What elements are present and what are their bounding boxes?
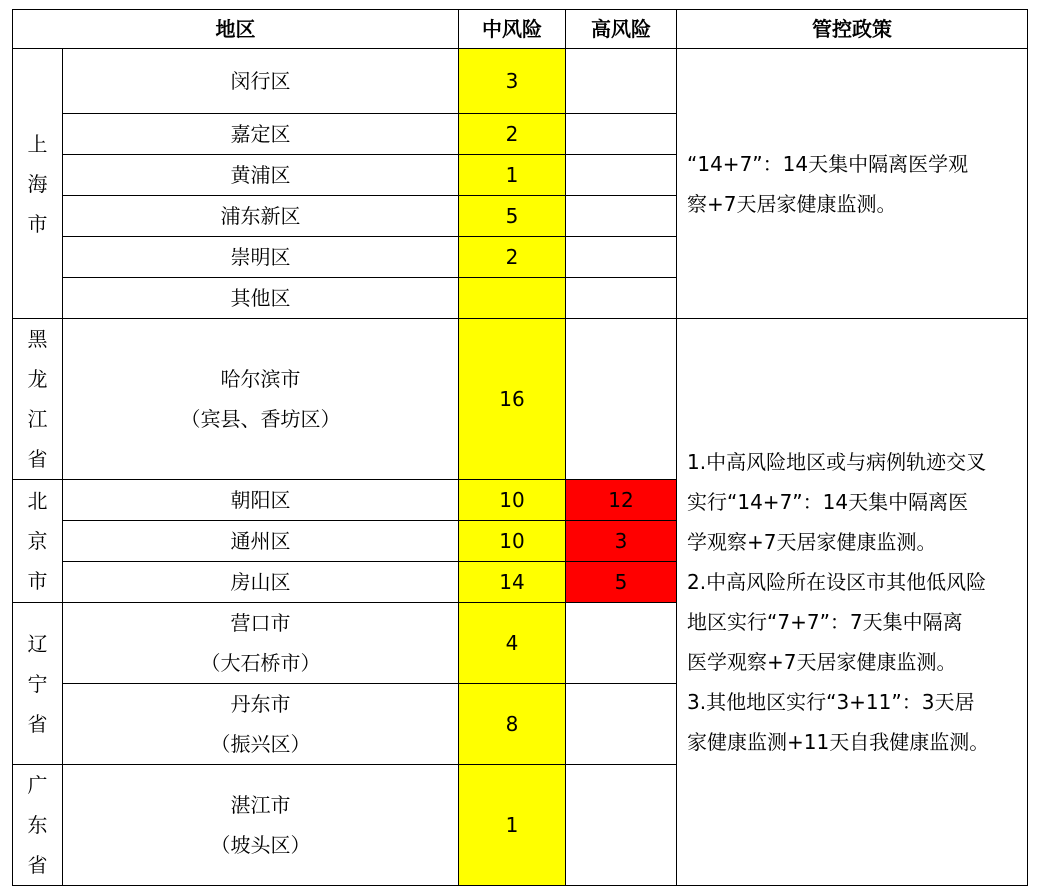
- high-risk-count: [566, 278, 677, 319]
- medium-risk-count: 8: [459, 684, 566, 765]
- policy-shanghai: “14+7”：14天集中隔离医学观 察+7天居家健康监测。: [677, 49, 1028, 319]
- district-subareas: （坡头区）: [210, 833, 311, 857]
- policy-others: 1.中高风险地区或与病例轨迹交叉 实行“14+7”：14天集中隔离医 学观察+7天居家健康监测。 2.中高风险所在设区市其他低风险 地区实行“7+7”：7天集中隔离 医学观察+7天居家健康监测。 3.其他地区实行“3+11”：3天居 家健康监测+11天自我健康监测。: [677, 319, 1028, 886]
- high-risk-count: [566, 114, 677, 155]
- medium-risk-count: 3: [459, 49, 566, 114]
- district-name: 哈尔滨市: [220, 367, 301, 391]
- district-subareas: （振兴区）: [210, 732, 311, 756]
- medium-risk-count: 1: [459, 765, 566, 886]
- high-risk-count: [566, 196, 677, 237]
- district-cell: [63, 603, 459, 684]
- high-risk-count: [566, 155, 677, 196]
- province-shanghai: 上 海 市: [13, 49, 63, 319]
- district-cell: 崇明区: [63, 237, 459, 278]
- district-cell: [63, 319, 459, 480]
- medium-risk-count: 10: [459, 480, 566, 521]
- medium-risk-count: 14: [459, 562, 566, 603]
- medium-risk-count: 1: [459, 155, 566, 196]
- risk-table: [12, 9, 1028, 886]
- table-row: [13, 49, 1028, 114]
- high-risk-count: [566, 237, 677, 278]
- medium-risk-count: 4: [459, 603, 566, 684]
- header-medium-risk: 中风险: [459, 10, 566, 49]
- table-row: [13, 319, 1028, 480]
- district-cell: [63, 684, 459, 765]
- district-name: 湛江市: [230, 793, 291, 817]
- district-cell: [63, 765, 459, 886]
- high-risk-count: 5: [566, 562, 677, 603]
- header-policy: 管控政策: [677, 10, 1028, 49]
- high-risk-count: [566, 684, 677, 765]
- province-liaoning: 辽 宁 省: [13, 603, 63, 765]
- header-region: 地区: [13, 10, 459, 49]
- high-risk-count: [566, 765, 677, 886]
- medium-risk-count: [459, 278, 566, 319]
- high-risk-count: 3: [566, 521, 677, 562]
- district-name: 丹东市: [230, 692, 291, 716]
- medium-risk-count: 5: [459, 196, 566, 237]
- province-beijing: 北 京 市: [13, 480, 63, 603]
- district-subareas: （大石桥市）: [200, 651, 321, 675]
- high-risk-count: [566, 319, 677, 480]
- high-risk-count: [566, 603, 677, 684]
- header-high-risk: 高风险: [566, 10, 677, 49]
- medium-risk-count: 2: [459, 237, 566, 278]
- district-cell: 浦东新区: [63, 196, 459, 237]
- district-cell: 黄浦区: [63, 155, 459, 196]
- medium-risk-count: 10: [459, 521, 566, 562]
- medium-risk-count: 16: [459, 319, 566, 480]
- high-risk-count: [566, 49, 677, 114]
- district-cell: 闵行区: [63, 49, 459, 114]
- district-cell: 其他区: [63, 278, 459, 319]
- high-risk-count: 12: [566, 480, 677, 521]
- district-cell: 嘉定区: [63, 114, 459, 155]
- district-cell: 朝阳区: [63, 480, 459, 521]
- district-cell: 通州区: [63, 521, 459, 562]
- district-subareas: （宾县、香坊区）: [180, 407, 341, 431]
- district-cell: 房山区: [63, 562, 459, 603]
- district-name: 营口市: [230, 611, 291, 635]
- province-guangdong: 广 东 省: [13, 765, 63, 886]
- header-row: [13, 10, 1028, 49]
- medium-risk-count: 2: [459, 114, 566, 155]
- province-heilongjiang: 黑 龙 江 省: [13, 319, 63, 480]
